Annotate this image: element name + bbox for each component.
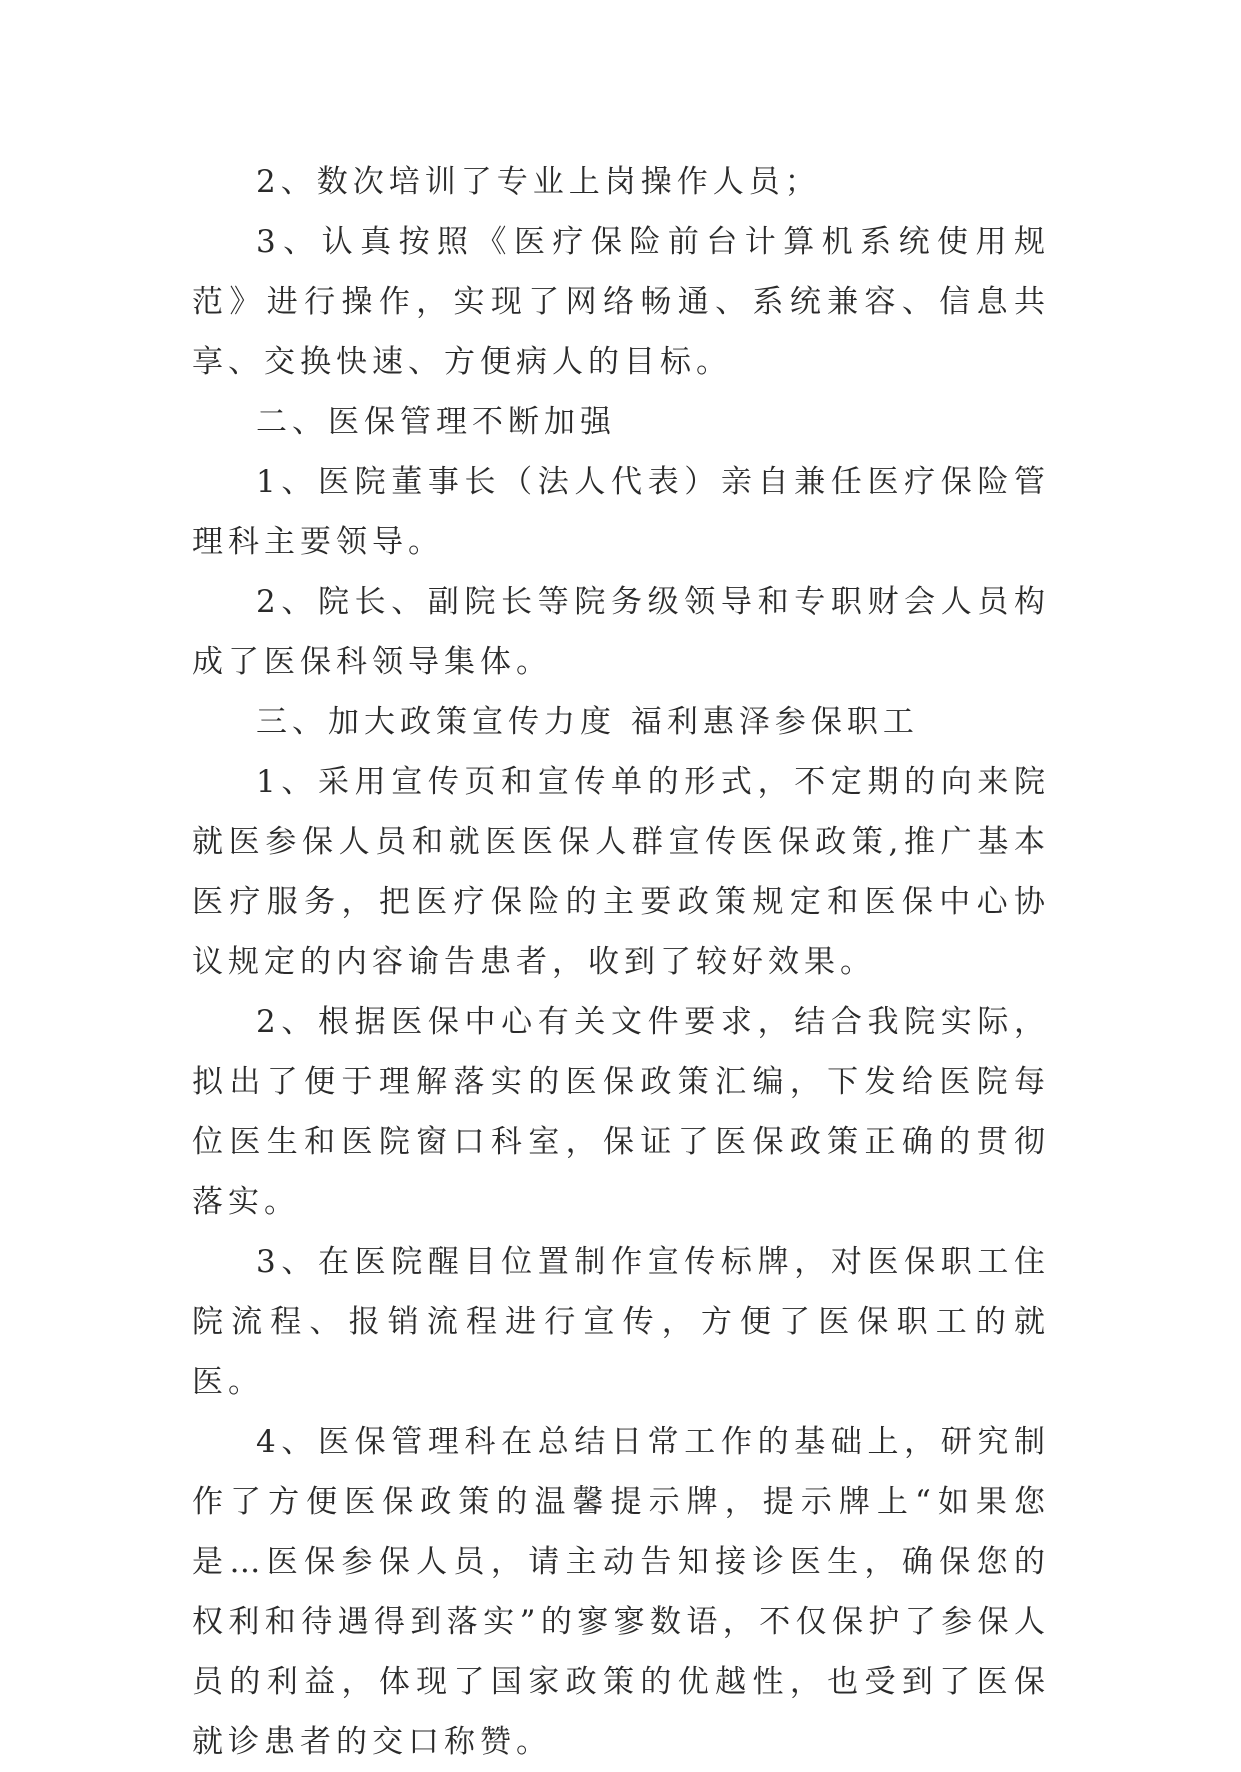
paragraph-training: 2、数次培训了专业上岗操作人员； xyxy=(256,164,821,200)
paragraph-leaflets: 1、采用宣传页和宣传单的形式，不定期的向来院就医参保人员和就医医保人群宣传医保政策,推广基本医疗服务，把医疗保险的主要政策规定和医保中心协议规定的内容谕告患者，收到了较好效果。 xyxy=(192,764,1050,980)
section-heading-management: 二、医保管理不断加强 xyxy=(256,404,616,440)
section-heading-publicity: 三、加大政策宣传力度 福利惠泽参保职工 xyxy=(256,704,919,740)
paragraph-signage: 3、在医院醒目位置制作宣传标牌，对医保职工住院流程、报销流程进行宣传，方便了医保职工的就医。 xyxy=(192,1244,1050,1400)
paragraph-reminder-board: 4、医保管理科在总结日常工作的基础上，研究制作了方便医保政策的温馨提示牌，提示牌上“如果您是…医保参保人员，请主动告知接诊医生，确保您的权利和待遇得到落实”的寥寥数语，不仅保护了参保人员的利益，体现了国家政策的优越性，也受到了医保就诊患者的交口称赞。 xyxy=(192,1424,1050,1760)
paragraph-chairman-leadership: 1、医院董事长（法人代表）亲自兼任医疗保险管理科主要领导。 xyxy=(192,464,1050,560)
document-body xyxy=(192,152,1050,1772)
paragraph-operation-standard: 3、认真按照《医疗保险前台计算机系统使用规范》进行操作，实现了网络畅通、系统兼容、信息共享、交换快速、方便病人的目标。 xyxy=(192,224,1050,380)
paragraph-policy-compilation: 2、根据医保中心有关文件要求，结合我院实际，拟出了便于理解落实的医保政策汇编，下发给医院每位医生和医院窗口科室，保证了医保政策正确的贯彻落实。 xyxy=(192,1004,1050,1220)
paragraph-leadership-team: 2、院长、副院长等院务级领导和专职财会人员构成了医保科领导集体。 xyxy=(192,584,1050,680)
